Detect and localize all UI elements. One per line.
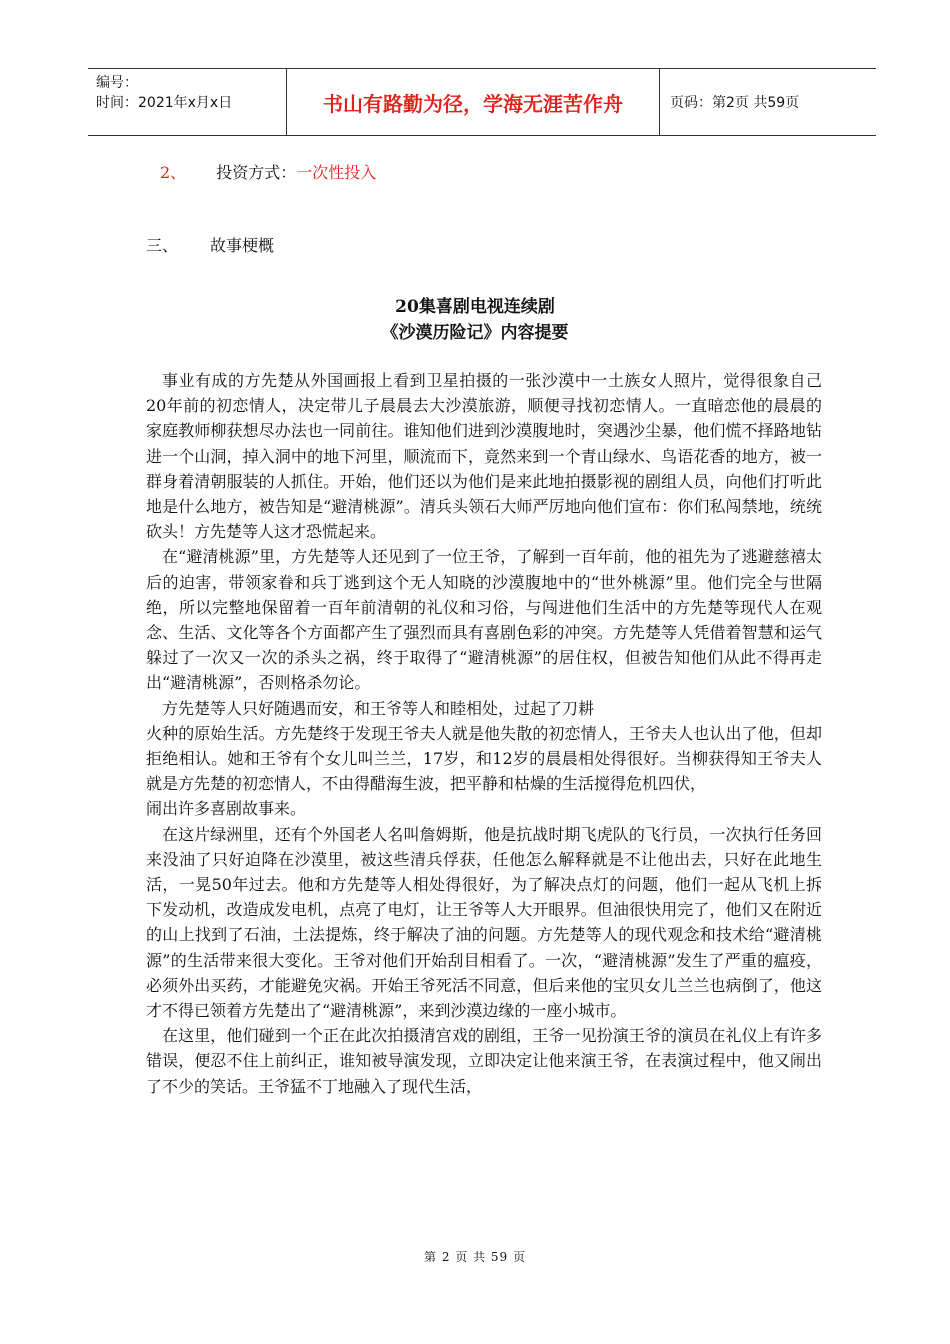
page-footer: 第 2 页 共 59 页 — [424, 1250, 526, 1264]
paragraph-3a: 方先楚等人只好随遇而安，和王爷等人和睦相处，过起了刀耕 — [162, 698, 595, 718]
paragraph-2: 在“避清桃源”里，方先楚等人还见到了一位王爷，了解到一百年前，他的祖先为了逃避慈禧太后的迫害，带领家眷和兵丁逃到这个无人知晓的沙漠腹地中的“世外桃源”里。他们完全与世隔绝，所以完整地保留着一百年前清朝的礼仪和习俗，与闯进他们生活中的方先楚等现代人在观念、生活、文化等各个方面都产生了强烈而具有喜剧色彩的冲突。方先楚等人凭借着智慧和运气躲过了一次又一次的杀头之祸，终于取得了“避清桃源”的居住权，但被告知他们从此不得再走出“避清桃源”，否则格杀勿论。 — [146, 547, 822, 693]
paragraph-3c: 闹出许多喜剧故事来。 — [146, 799, 307, 819]
section-label: 故事梗概 — [210, 236, 275, 255]
document-time: 时间：2021年x月x日 — [96, 95, 233, 111]
investment-value: 一次性投入 — [296, 163, 377, 182]
document-number-label: 编号： — [96, 75, 138, 91]
paragraph-4: 在这片绿洲里，还有个外国老人名叫詹姆斯，他是抗战时期飞虎队的飞行员，一次执行任务回来没油了只好迫降在沙漠里，被这些清兵俘获，任他怎么解释就是不让他出去，只好在此地生活，一晃50年过去。他和方先楚等人相处得很好，为了解决点灯的问题，他们一起从飞机上拆下发动机，改造成发电机，点亮了电灯，让王爷等人大开眼界。但油很快用完了，他们又在附近的山上找到了石油，土法提炼，终于解决了油的问题。方先楚等人的现代观念和技术给“避清桃源”的生活带来很大变化。王爷对他们开始刮目相看了。一次，“避清桃源”发生了严重的瘟疫，必须外出买药，才能避免灾祸。开始王爷死活不同意，但后来他的宝贝女儿兰兰也病倒了，他这才不得已领着方先楚出了“避清桃源”，来到沙漠边缘的一座小城市。 — [146, 824, 822, 1021]
paragraph-5: 在这里，他们碰到一个正在此次拍摄清宫戏的剧组，王爷一见扮演王爷的演员在礼仪上有许多错误，便忍不住上前纠正，谁知被导演发现，立即决定让他来演王爷，在表演过程中，他又闹出了不少的笑话。王爷猛不丁地融入了现代生活， — [146, 1026, 822, 1096]
header-page-info: 页码：第2页 共59页 — [670, 95, 800, 111]
paragraph-1: 事业有成的方先楚从外国画报上看到卫星拍摄的一张沙漠中一土族女人照片，觉得很象自己20年前的初恋情人，决定带儿子晨晨去大沙漠旅游，顺便寻找初恋情人。一直暗恋他的晨晨的家庭教师柳获想尽办法也一同前往。谁知他们进到沙漠腹地时，突遇沙尘暴，他们慌不择路地钻进一个山洞，掉入洞中的地下河里，顺流而下，竟然来到一个青山绿水、鸟语花香的地方，被一群身着清朝服装的人抓住。开始，他们还以为他们是来此地拍摄影视的剧组人员，向他们打听此地是什么地方，被告知是“避清桃源”。清兵头领石大师严厉地向他们宣布：你们私闯禁地，统统砍头！方先楚等人这才恐慌起来。 — [146, 371, 822, 542]
section-heading — [146, 233, 274, 256]
story-title-line2: 《沙漠历险记》内容提要 — [381, 323, 569, 343]
header-motto: 书山有路勤为径，学海无涯苦作舟 — [286, 69, 660, 135]
section-index: 三、 — [146, 236, 179, 255]
paragraph-3b: 火种的原始生活。方先楚终于发现王爷夫人就是他失散的初恋情人，王爷夫人也认出了他，但却拒绝相认。她和王爷有个女儿叫兰兰，17岁，和12岁的晨晨相处得很好。当柳获得知王爷夫人就是方先楚的初恋情人，不由得醋海生波，把平静和枯燥的生活搅得危机四伏， — [146, 723, 822, 794]
header-meta — [96, 73, 286, 113]
story-title-line1: 20集喜剧电视连续剧 — [395, 297, 555, 317]
investment-index: 2、 — [160, 163, 187, 182]
page-header — [88, 68, 876, 136]
story-body — [146, 368, 822, 1099]
investment-label: 投资方式： — [216, 163, 297, 182]
investment-line — [160, 160, 376, 183]
